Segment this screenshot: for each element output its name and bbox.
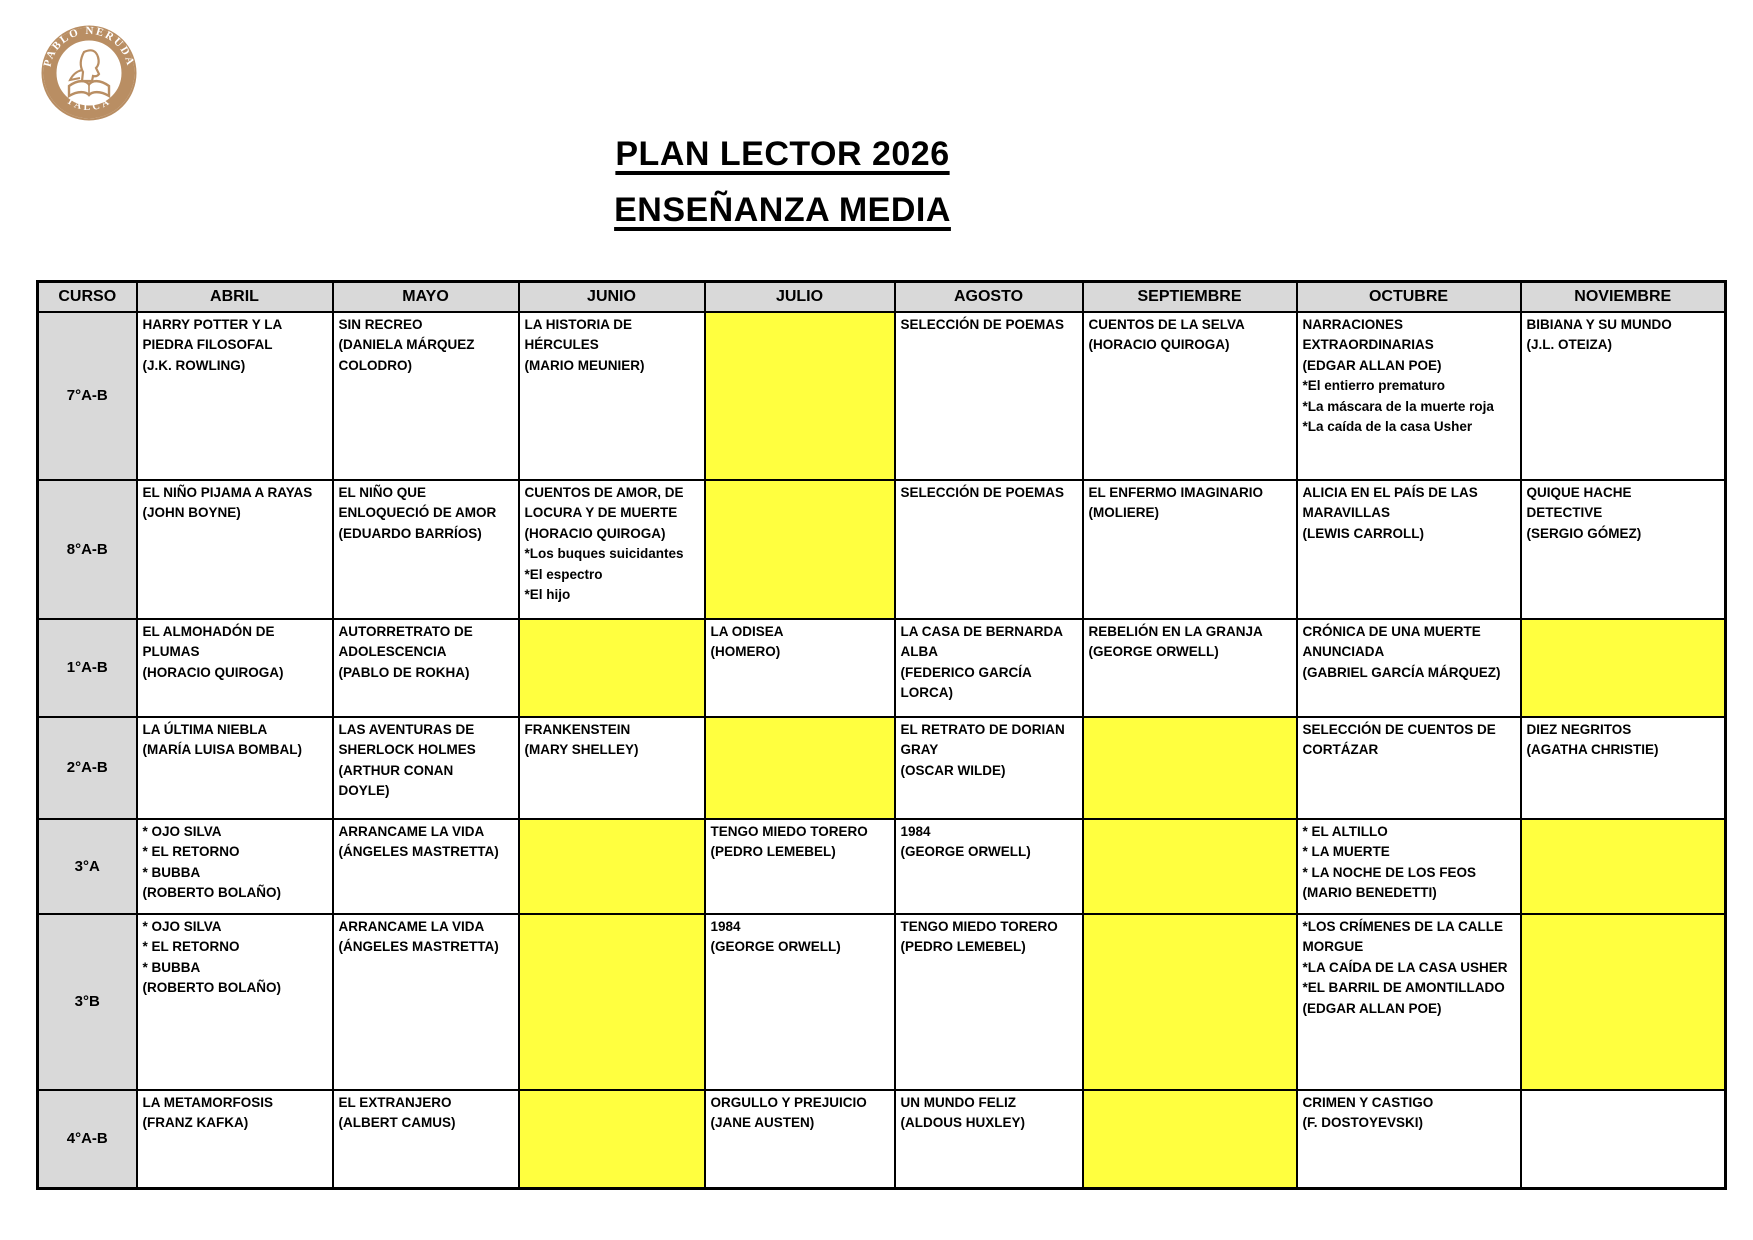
plan-table bbox=[36, 280, 1727, 1190]
book-line: ALICIA EN EL PAÍS DE LAS bbox=[1302, 484, 1478, 500]
cell-1a-b-junio bbox=[519, 619, 705, 717]
cell-8a-b-octubre bbox=[1297, 480, 1521, 619]
book-line: LA ÚLTIMA NIEBLA bbox=[142, 721, 268, 737]
book-line: EL ALMOHADÓN DE bbox=[142, 623, 275, 639]
table-row-2a-b bbox=[38, 717, 1726, 819]
page-title-line1 bbox=[0, 126, 1565, 182]
cell-4a-b-mayo bbox=[333, 1090, 519, 1189]
cell-8a-b-julio bbox=[705, 480, 895, 619]
column-header-agosto: AGOSTO bbox=[895, 282, 1083, 312]
book-line: COLODRO) bbox=[338, 357, 412, 373]
book-line: CUENTOS DE AMOR, DE bbox=[524, 484, 684, 500]
book-line: HÉRCULES bbox=[524, 337, 599, 352]
cell-7a-b-agosto bbox=[895, 312, 1083, 480]
table-body bbox=[38, 312, 1726, 1189]
book-line: (MARY SHELLEY) bbox=[524, 742, 639, 757]
book-line: ANUNCIADA bbox=[1302, 644, 1385, 659]
book-line: (ALBERT CAMUS) bbox=[338, 1115, 456, 1130]
cell-7a-b-junio bbox=[519, 312, 705, 480]
book-line: AUTORRETRATO DE bbox=[338, 623, 473, 639]
book-line: SELECCIÓN DE CUENTOS DE bbox=[1302, 721, 1496, 737]
cell-3b-junio bbox=[519, 914, 705, 1090]
cell-3b-abril bbox=[137, 914, 333, 1090]
book-line: BIBIANA Y SU MUNDO bbox=[1526, 316, 1672, 332]
cell-2a-b-septiembre bbox=[1083, 717, 1297, 819]
book-line: MARAVILLAS bbox=[1302, 505, 1390, 520]
book-line: TENGO MIEDO TORERO bbox=[710, 823, 868, 839]
book-line: (ROBERTO BOLAÑO) bbox=[142, 980, 281, 995]
cell-8a-b-junio bbox=[519, 480, 705, 619]
book-line: *El espectro bbox=[524, 566, 603, 582]
cell-3a-mayo bbox=[333, 819, 519, 914]
cell-7a-b-mayo bbox=[333, 312, 519, 480]
book-line: EL ENFERMO IMAGINARIO bbox=[1088, 484, 1264, 500]
book-line: LA CASA DE BERNARDA bbox=[900, 623, 1064, 639]
book-line: ADOLESCENCIA bbox=[338, 644, 447, 659]
cell-1a-b-julio bbox=[705, 619, 895, 717]
book-line: UN MUNDO FELIZ bbox=[900, 1094, 1016, 1110]
book-line: CRÓNICA DE UNA MUERTE bbox=[1302, 623, 1481, 639]
cell-2a-b-abril bbox=[137, 717, 333, 819]
book-line: DIEZ NEGRITOS bbox=[1526, 721, 1632, 737]
book-line: (EDGAR ALLAN POE) bbox=[1302, 357, 1442, 373]
book-line: LA ODISEA bbox=[710, 623, 784, 639]
school-logo bbox=[40, 24, 138, 122]
book-line: EL RETRATO DE DORIAN bbox=[900, 721, 1065, 737]
cell-2a-b-octubre bbox=[1297, 717, 1521, 819]
cell-7a-b-octubre bbox=[1297, 312, 1521, 480]
book-line: (EDUARDO BARRÍOS) bbox=[338, 525, 482, 541]
book-line: (PEDRO LEMEBEL) bbox=[710, 844, 836, 859]
logo-ring-text-top: PABLO NERUDA bbox=[41, 24, 137, 69]
book-line: ARRANCAME LA VIDA bbox=[338, 918, 485, 934]
book-line: *La caída de la casa Usher bbox=[1302, 419, 1473, 434]
book-line: (MOLIERE) bbox=[1088, 505, 1159, 520]
cell-3b-mayo bbox=[333, 914, 519, 1090]
cell-4a-b-julio bbox=[705, 1090, 895, 1189]
book-line: LA HISTORIA DE bbox=[524, 316, 633, 332]
cell-7a-b-noviembre bbox=[1521, 312, 1726, 480]
book-line: QUIQUE HACHE bbox=[1526, 484, 1632, 500]
cell-3a-noviembre bbox=[1521, 819, 1726, 914]
book-line: CUENTOS DE LA SELVA bbox=[1088, 316, 1245, 332]
book-line: CORTÁZAR bbox=[1302, 742, 1379, 757]
title-text-line1: PLAN LECTOR 2026 bbox=[615, 135, 950, 173]
cell-4a-b-agosto bbox=[895, 1090, 1083, 1189]
page-title-line2 bbox=[0, 182, 1565, 238]
book-line: ALBA bbox=[900, 644, 938, 659]
table-row-3b bbox=[38, 914, 1726, 1090]
cell-3a-julio bbox=[705, 819, 895, 914]
book-line: EL EXTRANJERO bbox=[338, 1094, 452, 1110]
book-line: *LOS CRÍMENES DE LA CALLE bbox=[1302, 918, 1504, 934]
book-line: (AGATHA CHRISTIE) bbox=[1526, 742, 1659, 757]
cell-4a-b-noviembre bbox=[1521, 1090, 1726, 1189]
book-line: 1984 bbox=[710, 918, 741, 934]
book-line: (LEWIS CARROLL) bbox=[1302, 525, 1424, 541]
book-line: SHERLOCK HOLMES bbox=[338, 742, 476, 757]
book-line: GRAY bbox=[900, 742, 939, 757]
book-line: *El entierro prematuro bbox=[1302, 378, 1446, 393]
book-line: (FEDERICO GARCÍA bbox=[900, 664, 1032, 680]
book-line: SELECCIÓN DE POEMAS bbox=[900, 484, 1065, 500]
cell-8a-b-abril bbox=[137, 480, 333, 619]
book-line: (ARTHUR CONAN bbox=[338, 762, 454, 778]
book-line: LAS AVENTURAS DE bbox=[338, 721, 475, 737]
book-line: LA METAMORFOSIS bbox=[142, 1094, 273, 1110]
book-line: (ALDOUS HUXLEY) bbox=[900, 1115, 1025, 1130]
book-line: *Los buques suicidantes bbox=[524, 546, 684, 561]
cell-7a-b-septiembre bbox=[1083, 312, 1297, 480]
cell-1a-b-abril bbox=[137, 619, 333, 717]
cell-3a-abril bbox=[137, 819, 333, 914]
book-line: EL NIÑO QUE bbox=[338, 484, 427, 500]
cell-3a-septiembre bbox=[1083, 819, 1297, 914]
book-line: (F. DOSTOYEVSKI) bbox=[1302, 1115, 1424, 1130]
book-line: * OJO SILVA bbox=[142, 918, 222, 934]
book-line: *EL BARRIL DE AMONTILLADO bbox=[1302, 980, 1505, 995]
column-header-julio: JULIO bbox=[705, 282, 895, 312]
cell-8a-b-septiembre bbox=[1083, 480, 1297, 619]
cell-3b-julio bbox=[705, 914, 895, 1090]
column-header-mayo: MAYO bbox=[333, 282, 519, 312]
book-line: ORGULLO Y PREJUICIO bbox=[710, 1094, 867, 1110]
book-line: * BUBBA bbox=[142, 959, 201, 975]
table-row-8a-b bbox=[38, 480, 1726, 619]
cell-8a-b-agosto bbox=[895, 480, 1083, 619]
cell-2a-b-agosto bbox=[895, 717, 1083, 819]
column-header-noviembre: NOVIEMBRE bbox=[1521, 282, 1726, 312]
row-header-8a-b: 8°A-B bbox=[38, 480, 137, 619]
cell-7a-b-abril bbox=[137, 312, 333, 480]
book-line: EL NIÑO PIJAMA A RAYAS bbox=[142, 484, 313, 500]
book-line: * BUBBA bbox=[142, 864, 201, 880]
cell-1a-b-noviembre bbox=[1521, 619, 1726, 717]
book-line: 1984 bbox=[900, 823, 931, 839]
cell-1a-b-octubre bbox=[1297, 619, 1521, 717]
book-line: HARRY POTTER Y LA bbox=[142, 316, 283, 332]
book-line: NARRACIONES bbox=[1302, 316, 1404, 332]
book-line: (OSCAR WILDE) bbox=[900, 762, 1006, 778]
quill-icon bbox=[70, 70, 82, 80]
book-line: (HORACIO QUIROGA) bbox=[1088, 337, 1230, 352]
book-line: (MARIO BENEDETTI) bbox=[1302, 885, 1437, 900]
column-header-curso: CURSO bbox=[38, 282, 137, 312]
book-line: LORCA) bbox=[900, 685, 953, 700]
row-header-1a-b: 1°A-B bbox=[38, 619, 137, 717]
title-text-line2: ENSEÑANZA MEDIA bbox=[614, 191, 951, 229]
cell-1a-b-septiembre bbox=[1083, 619, 1297, 717]
school-seal-icon bbox=[40, 24, 138, 122]
table-row-3a bbox=[38, 819, 1726, 914]
book-line: EXTRAORDINARIAS bbox=[1302, 337, 1434, 352]
book-line: SIN RECREO bbox=[338, 316, 423, 332]
cell-3a-junio bbox=[519, 819, 705, 914]
row-header-4a-b: 4°A-B bbox=[38, 1090, 137, 1189]
document-title bbox=[0, 126, 1565, 238]
column-header-abril: ABRIL bbox=[137, 282, 333, 312]
logo-ring-text-bottom: TALCA bbox=[64, 95, 114, 114]
book-line: MORGUE bbox=[1302, 939, 1364, 954]
book-line: (PABLO DE ROKHA) bbox=[338, 664, 470, 680]
book-line: (J.L. OTEIZA) bbox=[1526, 337, 1612, 352]
book-line: ENLOQUECIÓ DE AMOR bbox=[338, 505, 497, 520]
book-line: TENGO MIEDO TORERO bbox=[900, 918, 1058, 934]
book-line: *La máscara de la muerte roja bbox=[1302, 398, 1494, 414]
book-line: (GEORGE ORWELL) bbox=[900, 844, 1031, 859]
column-header-junio: JUNIO bbox=[519, 282, 705, 312]
cell-1a-b-agosto bbox=[895, 619, 1083, 717]
cell-3b-noviembre bbox=[1521, 914, 1726, 1090]
book-line: REBELIÓN EN LA GRANJA bbox=[1088, 623, 1263, 639]
cell-3b-agosto bbox=[895, 914, 1083, 1090]
book-line: (DANIELA MÁRQUEZ bbox=[338, 337, 475, 352]
row-header-3b: 3°B bbox=[38, 914, 137, 1090]
book-line: (FRANZ KAFKA) bbox=[142, 1115, 249, 1130]
cell-4a-b-abril bbox=[137, 1090, 333, 1189]
cell-3b-octubre bbox=[1297, 914, 1521, 1090]
book-line: * LA MUERTE bbox=[1302, 844, 1390, 859]
table-header-row bbox=[38, 282, 1726, 312]
portrait-icon bbox=[81, 50, 99, 81]
book-line: DETECTIVE bbox=[1526, 505, 1603, 520]
book-line: * EL RETORNO bbox=[142, 844, 240, 859]
book-line: (ÁNGELES MASTRETTA) bbox=[338, 844, 499, 859]
book-line: (GABRIEL GARCÍA MÁRQUEZ) bbox=[1302, 664, 1501, 680]
cell-2a-b-julio bbox=[705, 717, 895, 819]
book-line: PIEDRA FILOSOFAL bbox=[142, 337, 273, 352]
cell-3a-agosto bbox=[895, 819, 1083, 914]
book-line: (J.K. ROWLING) bbox=[142, 357, 246, 373]
book-line: (SERGIO GÓMEZ) bbox=[1526, 525, 1642, 541]
cell-3b-septiembre bbox=[1083, 914, 1297, 1090]
book-line: (ROBERTO BOLAÑO) bbox=[142, 885, 281, 900]
cell-1a-b-mayo bbox=[333, 619, 519, 717]
book-line: (ÁNGELES MASTRETTA) bbox=[338, 939, 499, 954]
book-line: PLUMAS bbox=[142, 644, 200, 659]
book-line: (PEDRO LEMEBEL) bbox=[900, 939, 1026, 954]
cell-8a-b-noviembre bbox=[1521, 480, 1726, 619]
cell-4a-b-octubre bbox=[1297, 1090, 1521, 1189]
cell-3a-octubre bbox=[1297, 819, 1521, 914]
cell-4a-b-junio bbox=[519, 1090, 705, 1189]
book-line: *El hijo bbox=[524, 587, 571, 602]
book-line: * OJO SILVA bbox=[142, 823, 222, 839]
book-line: LOCURA Y DE MUERTE bbox=[524, 505, 678, 520]
book-line: (MARIO MEUNIER) bbox=[524, 357, 645, 373]
row-header-3a: 3°A bbox=[38, 819, 137, 914]
book-line: FRANKENSTEIN bbox=[524, 721, 631, 737]
book-line: (GEORGE ORWELL) bbox=[1088, 644, 1219, 659]
book-line: (EDGAR ALLAN POE) bbox=[1302, 1000, 1442, 1016]
table-row-4a-b bbox=[38, 1090, 1726, 1189]
book-line: * EL RETORNO bbox=[142, 939, 240, 954]
cell-2a-b-mayo bbox=[333, 717, 519, 819]
book-line: (JOHN BOYNE) bbox=[142, 505, 241, 520]
book-line: (HORACIO QUIROGA) bbox=[524, 525, 666, 541]
book-line: (MARÍA LUISA BOMBAL) bbox=[142, 742, 302, 757]
book-line: * LA NOCHE DE LOS FEOS bbox=[1302, 864, 1477, 880]
book-line: DOYLE) bbox=[338, 783, 390, 798]
book-line: * EL ALTILLO bbox=[1302, 823, 1388, 839]
book-line: ARRANCAME LA VIDA bbox=[338, 823, 485, 839]
cell-4a-b-septiembre bbox=[1083, 1090, 1297, 1189]
book-line: CRIMEN Y CASTIGO bbox=[1302, 1094, 1434, 1110]
book-line: *LA CAÍDA DE LA CASA USHER bbox=[1302, 959, 1508, 975]
book-line: (JANE AUSTEN) bbox=[710, 1115, 815, 1130]
cell-8a-b-mayo bbox=[333, 480, 519, 619]
book-line: (HORACIO QUIROGA) bbox=[142, 664, 284, 680]
cell-2a-b-junio bbox=[519, 717, 705, 819]
column-header-octubre: OCTUBRE bbox=[1297, 282, 1521, 312]
column-header-septiembre: SEPTIEMBRE bbox=[1083, 282, 1297, 312]
book-line: (GEORGE ORWELL) bbox=[710, 939, 841, 954]
book-line: (HOMERO) bbox=[710, 644, 781, 659]
table-row-1a-b bbox=[38, 619, 1726, 717]
table-row-7a-b bbox=[38, 312, 1726, 480]
book-line: SELECCIÓN DE POEMAS bbox=[900, 316, 1065, 332]
cell-7a-b-julio bbox=[705, 312, 895, 480]
row-header-2a-b: 2°A-B bbox=[38, 717, 137, 819]
cell-2a-b-noviembre bbox=[1521, 717, 1726, 819]
row-header-7a-b: 7°A-B bbox=[38, 312, 137, 480]
